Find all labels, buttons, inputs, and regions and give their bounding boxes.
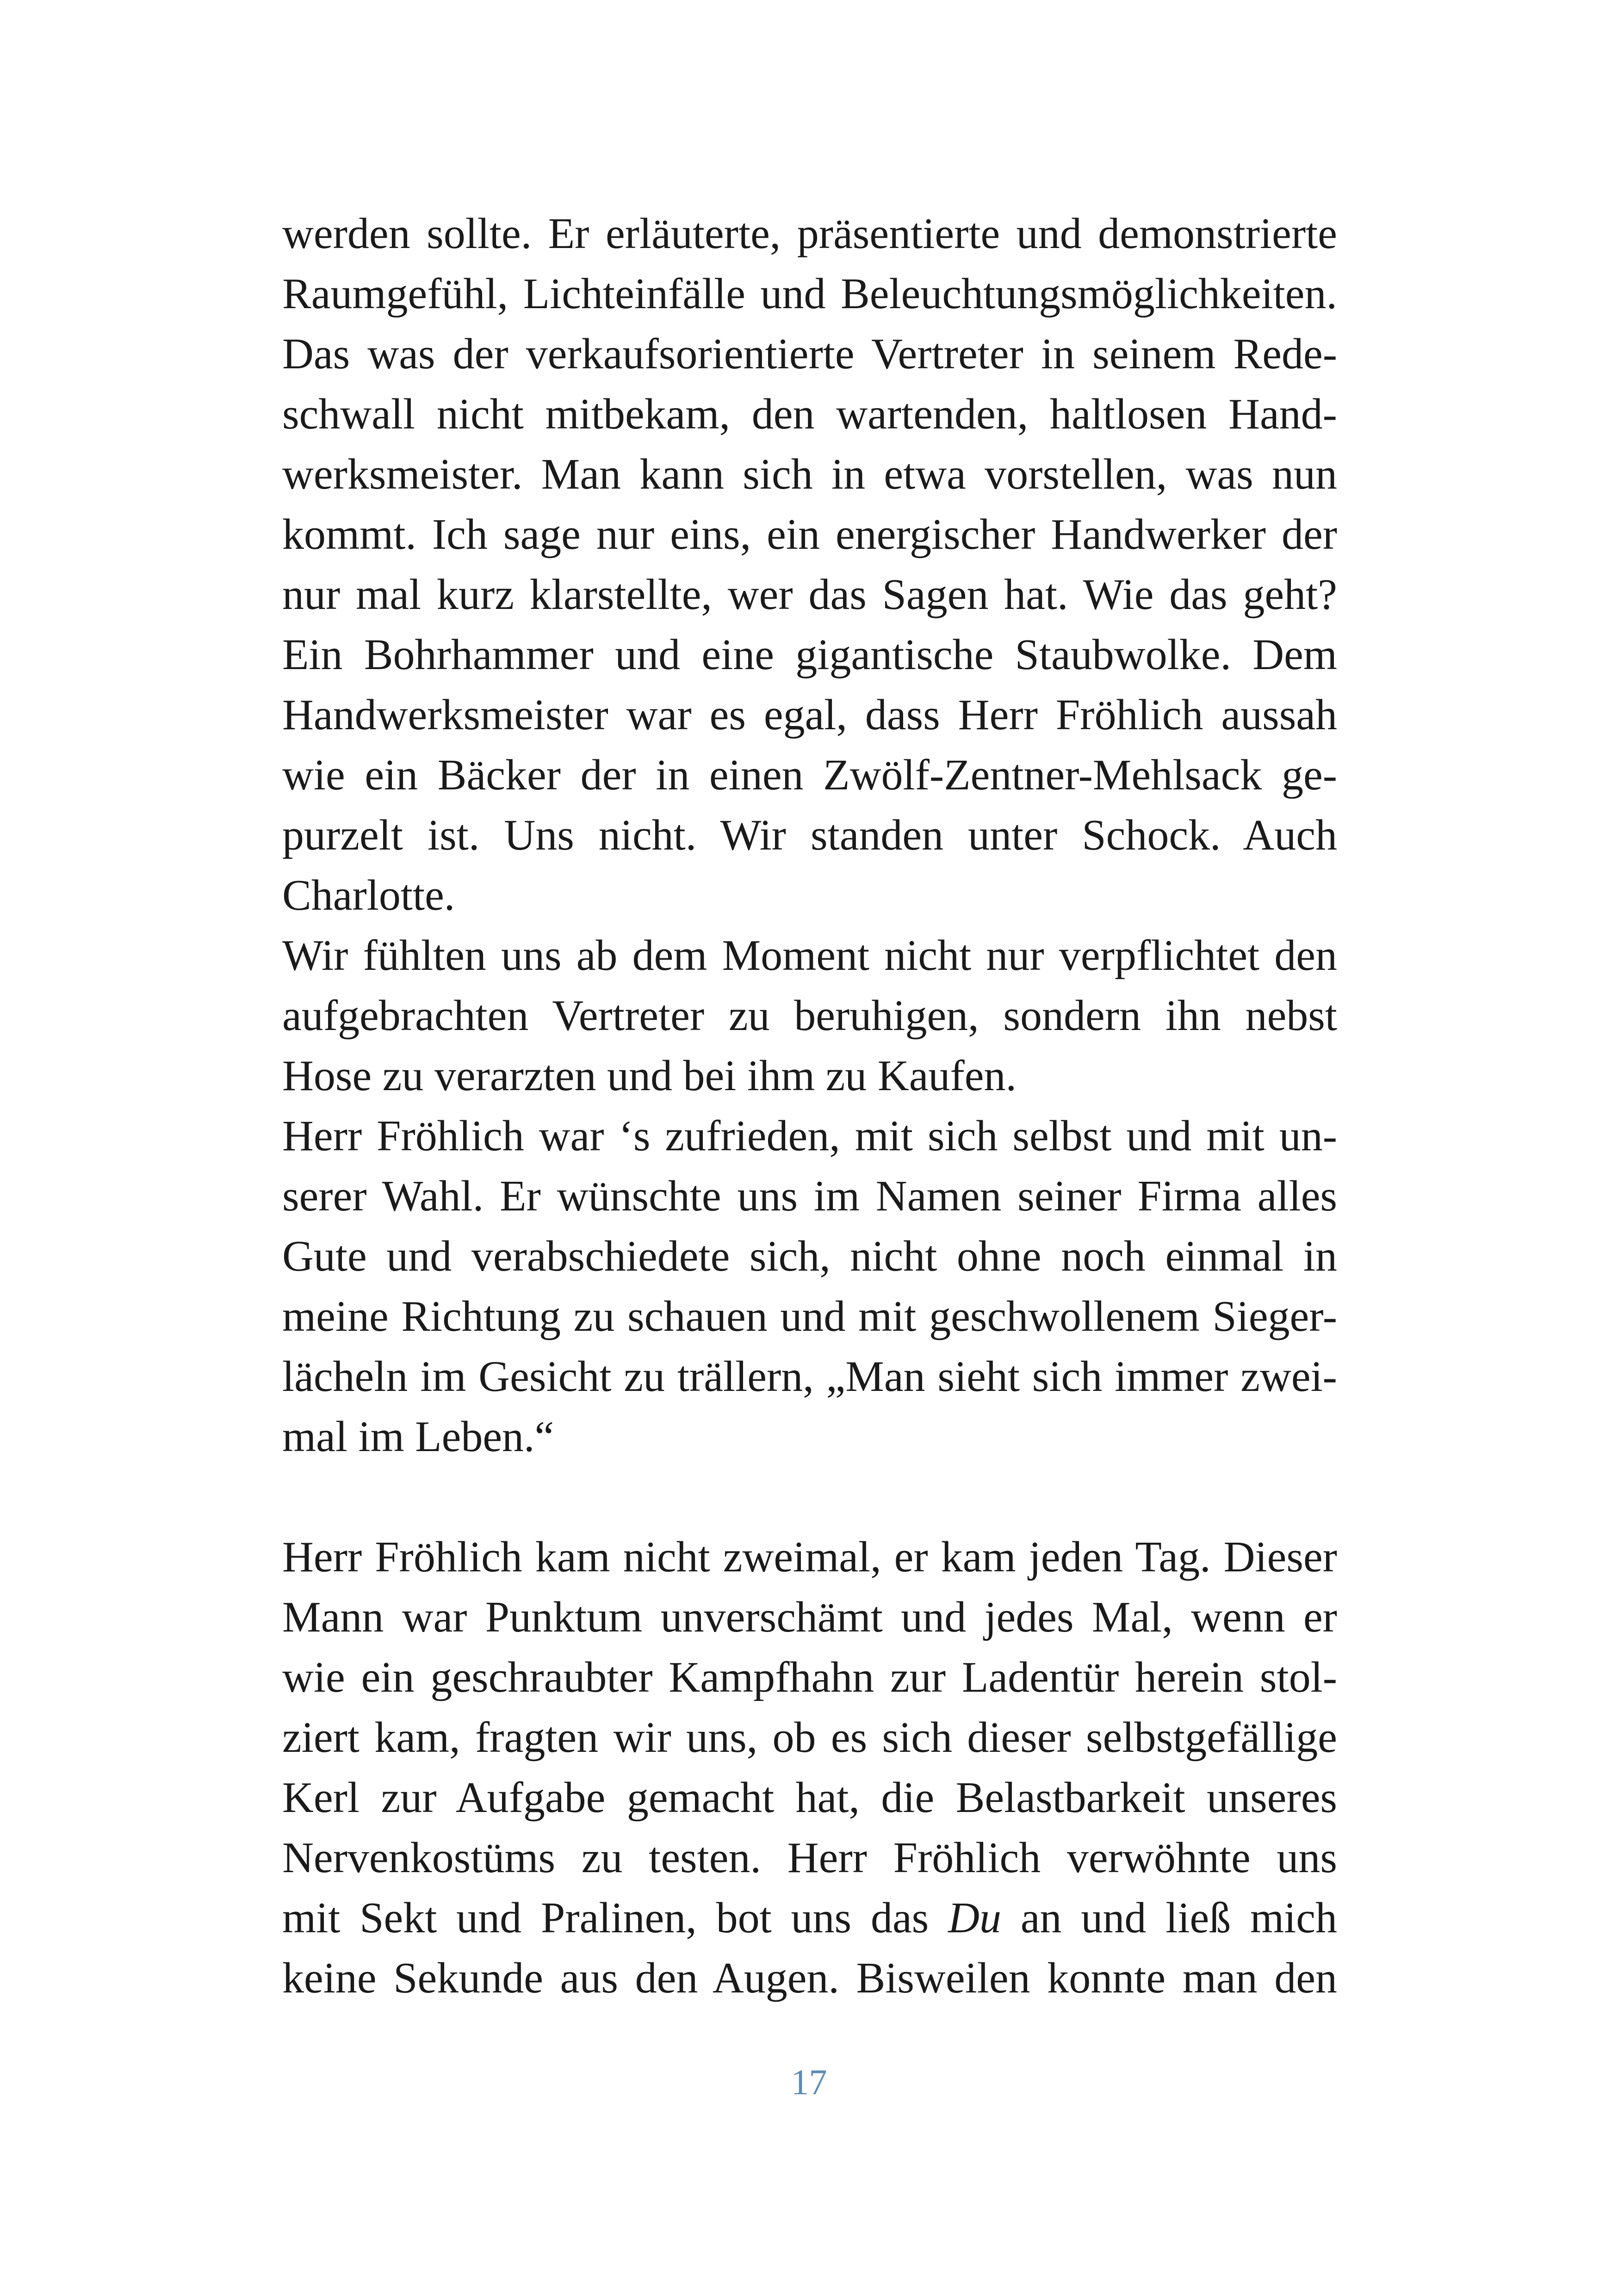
text-line: nur mal kurz klarstellte, wer das Sagen hat. Wie das geht? [282,571,1337,619]
paragraph-gap [282,1467,1337,1527]
text-line: Mann war Punktum unverschämt und jedes Mal, wenn er [282,1593,1337,1641]
text-line: ziert kam, fragten wir uns, ob es sich dieser selbstgefällige [282,1713,1337,1762]
text-line: Wir fühlten uns ab dem Moment nicht nur verpflichtet den [282,931,1337,980]
text-segment: mit Sekt und Pralinen, bot uns das [282,1894,948,1942]
text-line: Charlotte. [282,871,455,919]
text-line: schwall nicht mitbekam, den wartenden, haltlosen Hand- [282,390,1337,438]
text-line: kommt. Ich sage nur eins, ein energischer Handwerker der [282,510,1337,558]
text-line: Herr Fröhlich kam nicht zweimal, er kam jeden Tag. Dieser [282,1533,1337,1581]
text-line: serer Wahl. Er wünschte uns im Namen seiner Firma alles [282,1172,1337,1220]
text-line: purzelt ist. Uns nicht. Wir standen unter Schock. Auch [282,811,1337,859]
body-text [282,204,1337,2008]
text-line: lächeln im Gesicht zu trällern, „Man sieht sich immer zwei- [282,1353,1337,1401]
text-line: werden sollte. Er erläuterte, präsentierte und demonstrierte [282,210,1337,258]
text-line: wie ein geschraubter Kampfhahn zur Ladentür herein stol- [282,1653,1337,1701]
text-segment: an und ließ mich [1001,1894,1337,1942]
text-line: Handwerksmeister war es egal, dass Herr Fröhlich aussah [282,691,1337,739]
text-line: wie ein Bäcker der in einen Zwölf-Zentner-Mehlsack ge- [282,751,1337,799]
text-line: Das was der verkaufsorientierte Vertreter in seinem Rede- [282,330,1337,378]
text-line: Ein Bohrhammer und eine gigantische Staubwolke. Dem [282,631,1337,679]
text-line [282,1888,1337,1948]
text-line: mal im Leben.“ [282,1413,554,1461]
text-line: Herr Fröhlich war ‘s zufrieden, mit sich selbst und mit un- [282,1112,1337,1160]
text-line: Kerl zur Aufgabe gemacht hat, die Belastbarkeit unseres [282,1774,1337,1822]
text-line: Nervenkostüms zu testen. Herr Fröhlich verwöhnte uns [282,1834,1337,1882]
page-number: 17 [791,2062,827,2102]
text-line: werksmeister. Man kann sich in etwa vorstellen, was nun [282,450,1337,498]
text-line: aufgebrachten Vertreter zu beruhigen, sondern ihn nebst [282,992,1337,1040]
text-line: Raumgefühl, Lichteinfälle und Beleuchtungsmöglichkeiten. [282,270,1337,318]
italic-du: Du [948,1894,1001,1942]
text-line: Hose zu verarzten und bei ihm zu Kaufen. [282,1052,1017,1100]
text-line: meine Richtung zu schauen und mit geschwollenem Sieger- [282,1292,1337,1340]
text-line: Gute und verabschiedete sich, nicht ohne noch einmal in [282,1232,1337,1280]
text-line: keine Sekunde aus den Augen. Bisweilen konnte man den [282,1954,1337,2002]
